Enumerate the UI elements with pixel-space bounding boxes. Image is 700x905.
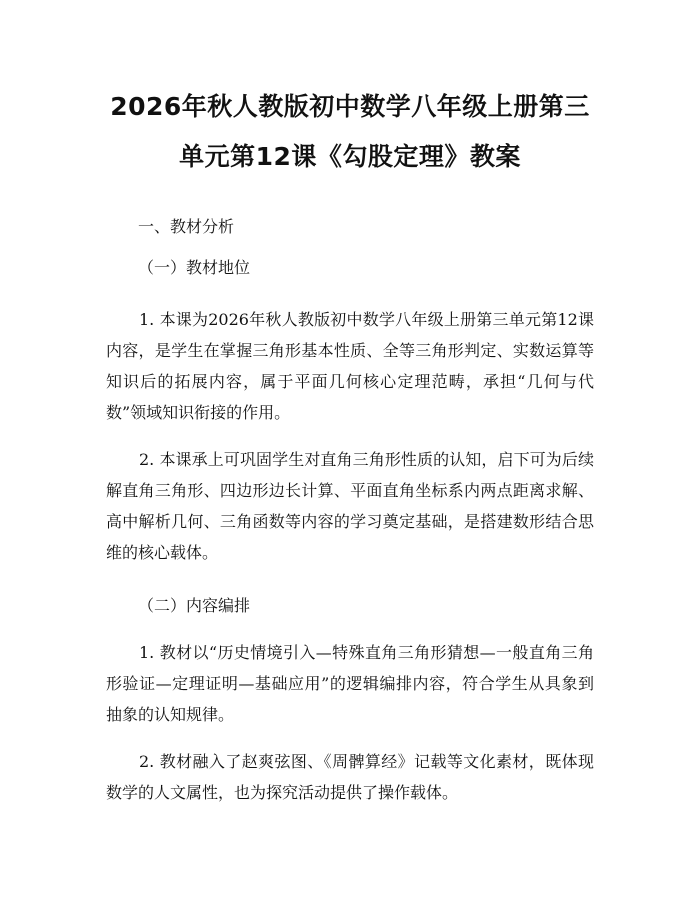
subsection-heading-textbook-position: （一）教材地位: [138, 258, 251, 277]
paragraph-arrangement-1: 1. 教材以“历史情境引入—特殊直角三角形猜想—一般直角三角形验证—定理证明—基础应用”的逻辑编排内容，符合学生从具象到抽象的认知规律。: [106, 643, 594, 724]
document-title: 2026年秋人教版初中数学八年级上册第三单元第12课《勾股定理》教案: [110, 92, 590, 171]
paragraph-position-2: 2. 本课承上可巩固学生对直角三角形性质的认知，启下可为后续解直角三角形、四边形边长计算、平面直角坐标系内两点距离求解、高中解析几何、三角函数等内容的学习奠定基础，是搭建数形结合思维的核心载体。: [106, 450, 594, 562]
section-heading-textbook-analysis: 一、教材分析: [138, 217, 235, 236]
paragraph-position-1: 1. 本课为2026年秋人教版初中数学八年级上册第三单元第12课内容，是学生在掌握三角形基本性质、全等三角形判定、实数运算等知识后的拓展内容，属于平面几何核心定理范畴，承担“几何与代数”领域知识衔接的作用。: [106, 310, 594, 422]
paragraph-arrangement-2: 2. 教材融入了赵爽弦图、《周髀算经》记载等文化素材，既体现数学的人文属性，也为探究活动提供了操作载体。: [106, 752, 594, 802]
subsection-heading-content-arrangement: （二）内容编排: [138, 596, 251, 615]
